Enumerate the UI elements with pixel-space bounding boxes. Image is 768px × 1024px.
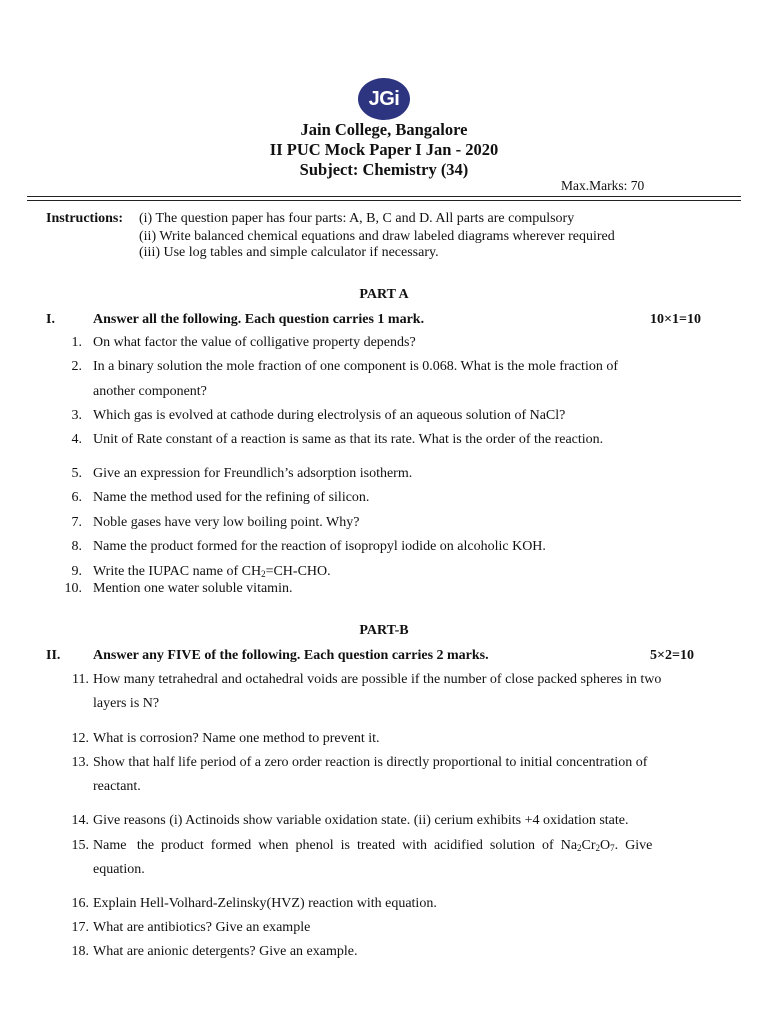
logo-text: JGi (368, 87, 400, 110)
question-number: 5. (71, 466, 82, 481)
question-number: 17. (71, 920, 89, 935)
question-number: 12. (71, 731, 89, 746)
question-number: 8. (71, 539, 82, 554)
question-text: Name the product formed for the reaction of isopropyl iodide on alcoholic KOH. (93, 539, 546, 554)
part-b-roman: II. (46, 648, 61, 663)
question-number: 10. (64, 581, 82, 596)
instruction-line: (ii) Write balanced chemical equations and draw labeled diagrams wherever required (139, 229, 615, 244)
question-text: In a binary solution the mole fraction of one component is 0.068. What is the mole fraction of (93, 359, 618, 374)
question-text-continued: reactant. (93, 779, 141, 794)
question-number: 6. (71, 490, 82, 505)
question-number: 3. (71, 408, 82, 423)
question-text: Show that half life period of a zero order reaction is directly proportional to initial concentration of (93, 755, 648, 770)
question-text: Noble gases have very low boiling point. Why? (93, 515, 360, 530)
question-text: Name the method used for the refining of silicon. (93, 490, 370, 505)
question-text: How many tetrahedral and octahedral voids are possible if the number of close packed spheres in two (93, 672, 662, 687)
question-text: What are antibiotics? Give an example (93, 920, 311, 935)
subscript: 2 (577, 843, 582, 853)
question-text: What is corrosion? Name one method to prevent it. (93, 731, 380, 746)
max-marks: Max.Marks: 70 (561, 178, 645, 193)
question-text-continued: another component? (93, 384, 207, 399)
question-text: Give an expression for Freundlich’s adsorption isotherm. (93, 466, 413, 481)
question-number: 2. (71, 359, 82, 374)
question-text-part: . Give (614, 838, 653, 853)
question-text: Mention one water soluble vitamin. (93, 581, 293, 596)
question-number: 18. (71, 944, 89, 959)
question-text-part: =CH-CHO. (265, 564, 331, 579)
part-b-marks: 5×2=10 (650, 648, 694, 663)
question-text (93, 838, 652, 854)
instruction-line: (i) The question paper has four parts: A, B, C and D. All parts are compulsory (139, 211, 575, 226)
part-b-title: PART-B (359, 623, 409, 638)
paper-title: II PUC Mock Paper I Jan - 2020 (269, 140, 499, 159)
question-number: 9. (71, 564, 82, 579)
instructions-label: Instructions: (46, 211, 124, 226)
instruction-line: (iii) Use log tables and simple calculator if necessary. (139, 245, 439, 260)
subject-title: Subject: Chemistry (34) (299, 160, 469, 179)
question-number: 4. (71, 432, 82, 447)
question-number: 11. (72, 672, 89, 687)
question-text: Give reasons (i) Actinoids show variable oxidation state. (ii) cerium exhibits +4 oxidation state. (93, 813, 629, 828)
question-text-continued: layers is N? (93, 696, 160, 711)
divider-bottom (27, 200, 741, 201)
question-text-part: Cr (581, 838, 596, 853)
question-number: 15. (71, 838, 89, 853)
question-text-part: O (600, 838, 611, 853)
part-a-marks: 10×1=10 (650, 312, 701, 327)
question-text (93, 564, 331, 580)
question-text: Unit of Rate constant of a reaction is same as that its rate. What is the order of the reaction. (93, 432, 604, 447)
divider-top (27, 196, 741, 197)
question-text-part: Write the IUPAC name of CH (93, 564, 262, 579)
college-name: Jain College, Bangalore (300, 120, 468, 139)
question-text-continued: equation. (93, 862, 145, 877)
question-number: 1. (71, 335, 82, 350)
question-text-part: Name the product formed when phenol is treated with acidified solution of Na (93, 838, 578, 853)
part-a-heading: Answer all the following. Each question carries 1 mark. (93, 312, 425, 327)
question-number: 16. (71, 896, 89, 911)
question-text: What are anionic detergents? Give an example. (93, 944, 358, 959)
question-text: On what factor the value of colligative property depends? (93, 335, 416, 350)
part-b-heading: Answer any FIVE of the following. Each question carries 2 marks. (93, 648, 489, 663)
question-text: Which gas is evolved at cathode during electrolysis of an aqueous solution of NaCl? (93, 408, 566, 423)
college-logo (358, 78, 410, 120)
question-text: Explain Hell-Volhard-Zelinsky(HVZ) reaction with equation. (93, 896, 437, 911)
part-a-title: PART A (359, 287, 409, 302)
question-number: 7. (71, 515, 82, 530)
question-number: 14. (71, 813, 89, 828)
subscript: 7 (610, 843, 615, 853)
subscript: 2 (595, 843, 601, 853)
question-number: 13. (71, 755, 89, 770)
part-a-roman: I. (46, 312, 55, 327)
subscript: 2 (261, 569, 266, 579)
